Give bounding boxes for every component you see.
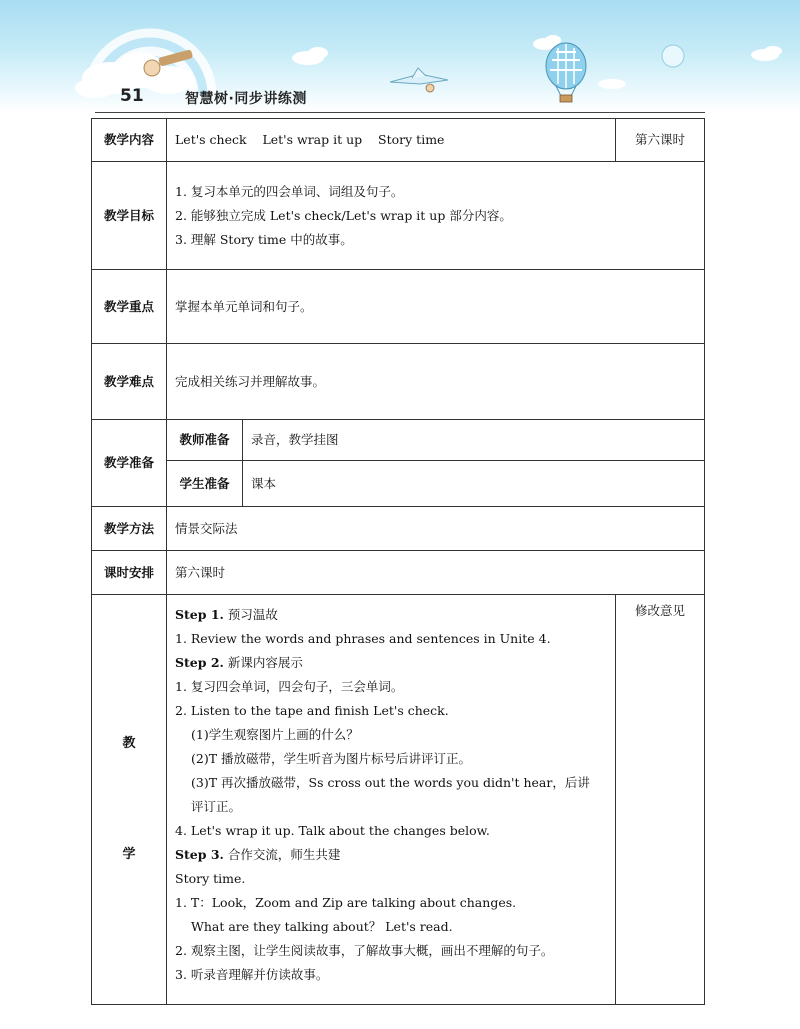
step-text: 1. Review the words and phrases and sentences in Unite 4. — [175, 631, 551, 646]
table-row — [92, 270, 705, 344]
step-text: 2. 观察主图，让学生阅读故事，了解故事大概，画出不理解的句子。 — [175, 943, 554, 958]
teacher-prep-value: 录音，教学挂图 — [243, 420, 705, 461]
period-value: 第六课时 — [616, 119, 705, 162]
table-row — [92, 507, 705, 551]
table-row — [92, 595, 705, 1005]
step-text: 预习温故 — [223, 607, 278, 622]
step-heading: Step 2. — [175, 655, 224, 670]
step-text: 3. 听录音理解并仿读故事。 — [175, 967, 329, 982]
step-line — [175, 651, 607, 675]
table-row — [92, 344, 705, 420]
step-line — [175, 699, 607, 723]
notes-label: 修改意见 — [635, 603, 686, 618]
step-text: 1. T：Look，Zoom and Zip are talking about changes. — [175, 895, 517, 910]
teaching-label-char: 教 — [122, 735, 136, 751]
teaching-process-label — [92, 595, 167, 1005]
step-line — [175, 723, 607, 747]
objectives-label: 教学目标 — [92, 162, 167, 270]
step-line — [175, 675, 607, 699]
step-heading: Step 1. — [175, 607, 224, 622]
step-line — [175, 795, 607, 819]
objectives-cell — [167, 162, 705, 270]
step-text: 新课内容展示 — [223, 655, 303, 670]
step-text: 合作交流，师生共建 — [223, 847, 341, 862]
table-row — [92, 420, 705, 461]
glider-icon — [390, 68, 448, 92]
teacher-prep-label: 教师准备 — [167, 420, 243, 461]
key-points-label: 教学重点 — [92, 270, 167, 344]
step-text: (1)学生观察图片上画的什么？ — [191, 727, 359, 742]
preparation-label: 教学准备 — [92, 420, 167, 507]
step-line — [175, 603, 607, 627]
step-line — [175, 843, 607, 867]
content-label: 教学内容 — [92, 119, 167, 162]
step-line — [175, 819, 607, 843]
step-line — [175, 771, 607, 795]
step-text: (2)T 播放磁带，学生听音为图片标号后讲评订正。 — [191, 751, 472, 766]
table-row — [92, 119, 705, 162]
objective-item: 2. 能够独立完成 Let's check/Let's wrap it up 部分内容。 — [175, 207, 512, 223]
step-text: 2. Listen to the tape and finish Let's check. — [175, 703, 449, 718]
step-line — [175, 915, 607, 939]
step-line — [175, 867, 607, 891]
step-line — [175, 939, 607, 963]
lesson-plan-table — [91, 118, 705, 1005]
header-banner — [0, 0, 800, 112]
step-text: (3)T 再次播放磁带，Ss cross out the words you didn't hear，后讲 — [191, 775, 590, 790]
objective-item: 3. 理解 Story time 中的故事。 — [175, 231, 353, 247]
step-line — [175, 963, 607, 987]
step-text: 1. 复习四会单词，四会句子，三会单词。 — [175, 679, 404, 694]
schedule-label: 课时安排 — [92, 551, 167, 595]
method-label: 教学方法 — [92, 507, 167, 551]
method-value: 情景交际法 — [167, 507, 705, 551]
step-heading: Step 3. — [175, 847, 224, 862]
table-row — [92, 551, 705, 595]
cloud-icon — [751, 46, 782, 61]
table-row — [92, 461, 705, 507]
difficulties-label: 教学难点 — [92, 344, 167, 420]
step-line — [175, 891, 607, 915]
student-prep-value: 课本 — [243, 461, 705, 507]
series-title: 智慧树·同步讲练测 — [185, 91, 307, 107]
sun-icon — [662, 45, 684, 67]
step-text: 4. Let's wrap it up. Talk about the changes below. — [175, 823, 490, 838]
header-divider — [95, 112, 705, 113]
objective-item: 1. 复习本单元的四会单词、词组及句子。 — [175, 183, 404, 199]
step-text: Story time. — [175, 871, 246, 886]
page-number: 51 — [120, 86, 144, 106]
schedule-value: 第六课时 — [167, 551, 705, 595]
cloud-icon — [598, 79, 626, 89]
step-text: 评订正。 — [191, 799, 242, 814]
difficulties-value: 完成相关练习并理解故事。 — [167, 344, 705, 420]
hot-air-balloon-icon — [546, 43, 586, 102]
student-prep-label: 学生准备 — [167, 461, 243, 507]
notes-column — [616, 595, 705, 1005]
teaching-label-char: 学 — [122, 847, 136, 862]
teaching-steps-cell — [167, 595, 616, 1005]
key-points-value: 掌握本单元单词和句子。 — [167, 270, 705, 344]
content-value: Let's check Let's wrap it up Story time — [167, 119, 616, 162]
table-row — [92, 162, 705, 270]
step-line — [175, 627, 607, 651]
step-text: What are they talking about？ Let's read. — [191, 919, 453, 934]
step-line — [175, 747, 607, 771]
cloud-icon — [292, 47, 328, 65]
teaching-steps-list — [175, 603, 607, 987]
label-spacer — [92, 752, 166, 847]
